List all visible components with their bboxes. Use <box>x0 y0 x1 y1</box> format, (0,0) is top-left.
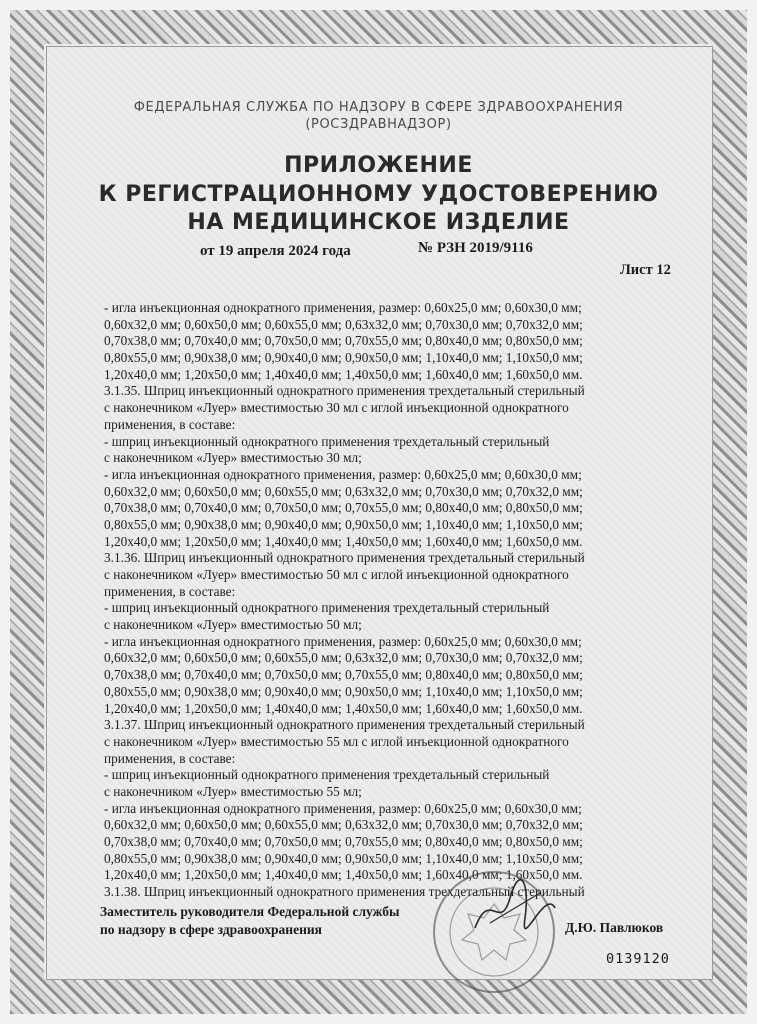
body-line: 1,20x40,0 мм; 1,20x50,0 мм; 1,40x40,0 мм; 1,40x50,0 мм; 1,60x40,0 мм; 1,60x50,0 мм. <box>104 867 583 883</box>
body-line: применения, в составе: <box>104 416 236 432</box>
body-line: - шприц инъекционный однократного применения трехдетальный стерильный <box>104 433 550 449</box>
signatory-position-line-1: Заместитель руководителя Федеральной службы <box>100 904 400 919</box>
body-line: - шприц инъекционный однократного применения трехдетальный стерильный <box>104 767 550 783</box>
body-line: 0,60x32,0 мм; 0,60x50,0 мм; 0,60x55,0 мм; 0,63x32,0 мм; 0,70x30,0 мм; 0,70x32,0 мм; <box>104 316 583 332</box>
body-line: с наконечником «Луер» вместимостью 50 мл с иглой инъекционной однократного <box>104 567 569 582</box>
body-line: 0,60x32,0 мм; 0,60x50,0 мм; 0,60x55,0 мм; 0,63x32,0 мм; 0,70x30,0 мм; 0,70x32,0 мм; <box>104 483 583 499</box>
body-line: с наконечником «Луер» вместимостью 55 мл; <box>104 783 362 799</box>
body-line: 0,70x38,0 мм; 0,70x40,0 мм; 0,70x50,0 мм; 0,70x55,0 мм; 0,80x40,0 мм; 0,80x50,0 мм; <box>104 834 583 849</box>
body-line: 0,80x55,0 мм; 0,90x38,0 мм; 0,90x40,0 мм; 0,90x50,0 мм; 1,10x40,0 мм; 1,10x50,0 мм; <box>104 516 583 532</box>
document-title-line-1: ПРИЛОЖЕНИЕ <box>284 153 473 178</box>
body-line: 0,70x38,0 мм; 0,70x40,0 мм; 0,70x50,0 мм; 0,70x55,0 мм; 0,80x40,0 мм; 0,80x50,0 мм; <box>104 667 583 683</box>
body-line: 0,80x55,0 мм; 0,90x38,0 мм; 0,90x40,0 мм; 0,90x50,0 мм; 1,10x40,0 мм; 1,10x50,0 мм; <box>104 850 583 866</box>
signatory-position <box>100 903 400 939</box>
sheet-number: Лист 12 <box>620 262 671 278</box>
body-line: применения, в составе: <box>104 583 236 599</box>
form-serial-number: 0139120 <box>606 951 670 967</box>
body-line: - игла инъекционная однократного применения, размер: 0,60x25,0 мм; 0,60x30,0 мм; <box>104 800 582 816</box>
body-line: 1,20x40,0 мм; 1,20x50,0 мм; 1,40x40,0 мм; 1,40x50,0 мм; 1,60x40,0 мм; 1,60x50,0 мм. <box>104 533 583 549</box>
document-title-line-3: НА МЕДИЦИНСКОЕ ИЗДЕЛИЕ <box>187 210 570 235</box>
body-line: - игла инъекционная однократного применения, размер: 0,60x25,0 мм; 0,60x30,0 мм; <box>104 633 582 649</box>
signatory-name: Д.Ю. Павлюков <box>565 920 664 935</box>
agency-name: ФЕДЕРАЛЬНАЯ СЛУЖБА ПО НАДЗОРУ В СФЕРЕ ЗДРАВООХРАНЕНИЯ <box>133 100 624 115</box>
body-line: 3.1.37. Шприц инъекционный однократного применения трехдетальный стерильный <box>104 717 585 733</box>
document-body <box>104 300 664 901</box>
body-line: 0,80x55,0 мм; 0,90x38,0 мм; 0,90x40,0 мм; 0,90x50,0 мм; 1,10x40,0 мм; 1,10x50,0 мм; <box>104 683 583 699</box>
body-line: с наконечником «Луер» вместимостью 55 мл с иглой инъекционной однократного <box>104 733 569 749</box>
body-line: с наконечником «Луер» вместимостью 30 мл с иглой инъекционной однократного <box>104 400 569 416</box>
issue-date: от 19 апреля 2024 года <box>200 243 351 259</box>
body-line: с наконечником «Луер» вместимостью 50 мл; <box>104 617 362 633</box>
body-line: 3.1.35. Шприц инъекционный однократного применения трехдетальный стерильный <box>104 383 585 399</box>
body-line: 0,60x32,0 мм; 0,60x50,0 мм; 0,60x55,0 мм; 0,63x32,0 мм; 0,70x30,0 мм; 0,70x32,0 мм; <box>104 650 583 666</box>
body-line: 0,70x38,0 мм; 0,70x40,0 мм; 0,70x50,0 мм; 0,70x55,0 мм; 0,80x40,0 мм; 0,80x50,0 мм; <box>104 333 583 349</box>
body-line: 3.1.36. Шприц инъекционный однократного применения трехдетальный стерильный <box>104 550 585 566</box>
registration-number: № РЗН 2019/9116 <box>418 240 533 256</box>
body-line: - игла инъекционная однократного применения, размер: 0,60x25,0 мм; 0,60x30,0 мм; <box>104 466 582 482</box>
document-title-line-2: К РЕГИСТРАЦИОННОМУ УДОСТОВЕРЕНИЮ <box>98 182 659 207</box>
body-line: - шприц инъекционный однократного применения трехдетальный стерильный <box>104 600 550 616</box>
body-line: 1,20x40,0 мм; 1,20x50,0 мм; 1,40x40,0 мм; 1,40x50,0 мм; 1,60x40,0 мм; 1,60x50,0 мм. <box>104 700 583 716</box>
handwritten-signature <box>470 878 560 938</box>
agency-abbreviation: (РОСЗДРАВНАДЗОР) <box>305 117 452 132</box>
body-line: 0,80x55,0 мм; 0,90x38,0 мм; 0,90x40,0 мм; 0,90x50,0 мм; 1,10x40,0 мм; 1,10x50,0 мм; <box>104 350 583 366</box>
body-line: - игла инъекционная однократного применения, размер: 0,60x25,0 мм; 0,60x30,0 мм; <box>104 300 582 315</box>
body-line: 0,70x38,0 мм; 0,70x40,0 мм; 0,70x50,0 мм; 0,70x55,0 мм; 0,80x40,0 мм; 0,80x50,0 мм; <box>104 500 583 516</box>
body-line: с наконечником «Луер» вместимостью 30 мл; <box>104 450 362 466</box>
body-line: 0,60x32,0 мм; 0,60x50,0 мм; 0,60x55,0 мм; 0,63x32,0 мм; 0,70x30,0 мм; 0,70x32,0 мм; <box>104 817 583 833</box>
body-line: применения, в составе: <box>104 750 236 766</box>
body-line: 1,20x40,0 мм; 1,20x50,0 мм; 1,40x40,0 мм; 1,40x50,0 мм; 1,60x40,0 мм; 1,60x50,0 мм. <box>104 366 583 382</box>
body-line: 3.1.38. Шприц инъекционный однократного применения трехдетальный стерильный <box>104 884 585 900</box>
signatory-position-line-2: по надзору в сфере здравоохранения <box>100 922 322 937</box>
